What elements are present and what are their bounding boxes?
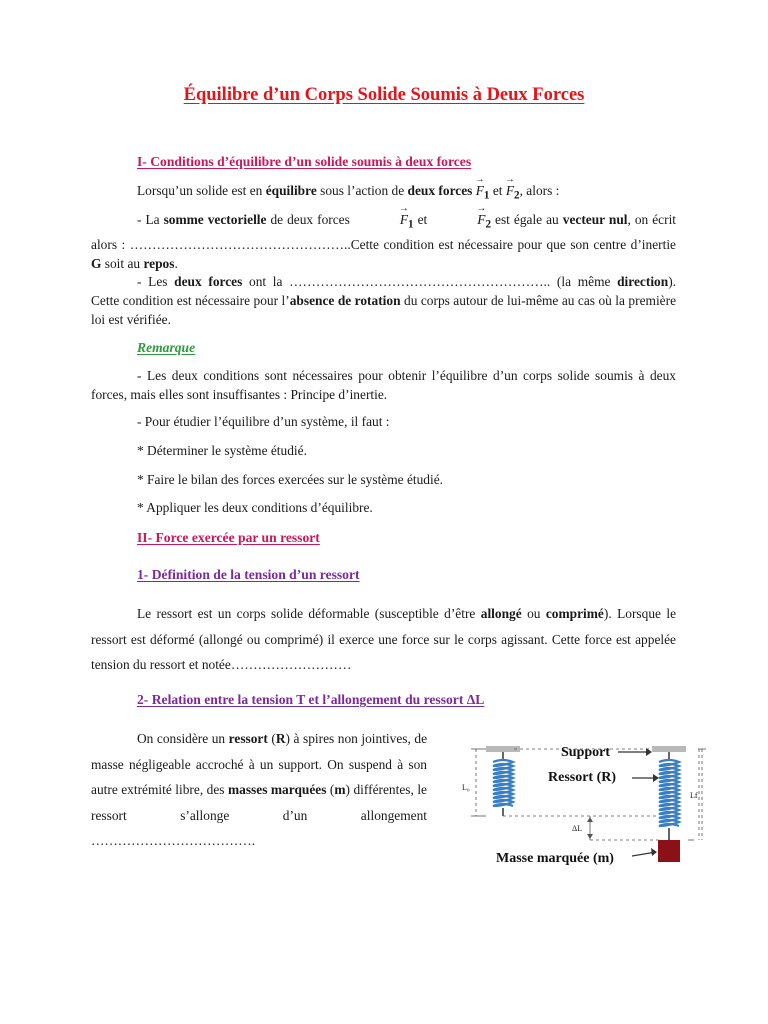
subsection-2-paragraph: On considère un ressort (R) à spires non jointives, de masse négligeable accroché à un support. On suspend à son autre extrémité libre, des masses marquées (m) différentes, le ressort s’allonge d’un allongement ………………………………. — [91, 731, 428, 848]
right-spring — [659, 760, 679, 826]
remark-bullet-1: * Déterminer le système étudié. — [137, 443, 307, 458]
remark-paragraph-2: - Pour étudier l’équilibre d’un système, il faut : — [137, 414, 390, 429]
marked-mass — [658, 840, 680, 862]
lf-label: Lf — [690, 791, 698, 800]
support-label: Support — [561, 745, 611, 760]
section-2-heading: II- Force exercée par un ressort — [137, 530, 320, 545]
subsection-1-heading: 1- Définition de la tension d’un ressort — [137, 567, 360, 582]
section-1-heading: I- Conditions d’équilibre d’un solide soumis à deux forces — [137, 154, 472, 169]
condition-2-paragraph: - Les deux forces ont la ………………………………………………….. (la même direction). Cette condition est nécessaire pour l’absence de rotation du corps autour de lui-même au cas où la première loi est vérifiée. — [91, 274, 677, 327]
delta-l-label: ΔL — [572, 824, 583, 833]
remark-bullet-2: * Faire le bilan des forces exercées sur le système étudié. — [137, 472, 444, 487]
document-title: Équilibre d’un Corps Solide Soumis à Deux Forces — [183, 85, 585, 105]
subsection-1-paragraph: Le ressort est un corps solide déformable (susceptible d’être allongé ou comprimé). Lorsque le ressort est déformé (allongé ou comprimé) il exerce une force sur le corps agissant. Cette force est appelée tension du ressort et notée……………………… — [91, 606, 677, 672]
mass-label: Masse marquée (m) — [496, 851, 614, 866]
l0-label: L₀ — [462, 783, 470, 792]
remark-bullet-3: * Appliquer les deux conditions d’équilibre. — [137, 500, 373, 515]
remark-heading: Remarque — [137, 340, 196, 355]
section-1-intro: Lorsqu’un solide est en équilibre sous l’action de deux forces → $F_1$ et → $F_2$, alors : — [137, 181, 559, 206]
spring-diagram — [452, 738, 698, 870]
remark-paragraph-1: - Les deux conditions sont nécessaires pour obtenir l’équilibre d’un corps solide soumis à deux forces, mais elles sont insuffisantes : Principe d’inertie. — [91, 368, 676, 402]
right-support — [652, 746, 686, 752]
condition-1-paragraph: - La somme vectorielle de deux forces → $F_1$ et → $F_2$ est égale au vecteur nul, on écrit alors : …………………………………………..Cette condition est nécessaire pour que son centre d’inertie G soit au repos. — [91, 210, 676, 273]
subsection-2-heading: 2- Relation entre la tension T et l’allongement du ressort ΔL — [137, 692, 485, 707]
left-spring — [493, 760, 513, 806]
ressort-label: Ressort (R) — [548, 770, 617, 785]
